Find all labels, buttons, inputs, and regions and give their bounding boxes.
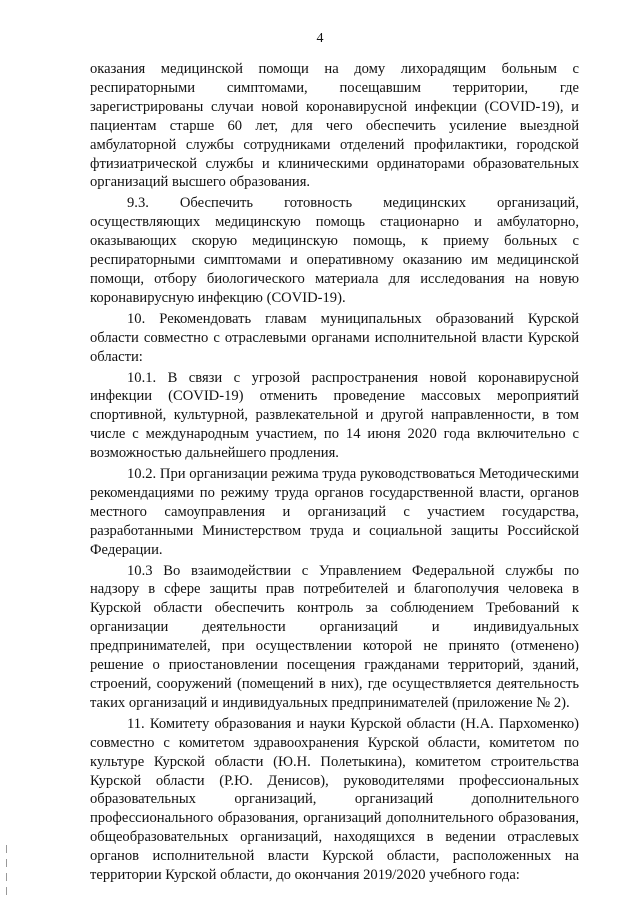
scan-edge-marks xyxy=(6,845,10,905)
paragraph-10-2: 10.2. При организации режима труда руководствоваться Методическими рекомендациями по режиму труда органов государственной власти, органов местного самоуправления и организаций с участием государства, разработанными Министерством труда и социальной защиты Российской Федерации. xyxy=(90,466,579,558)
paragraph-10-1: 10.1. В связи с угрозой распространения новой коронавирусной инфекции (COVID-19) отменить проведение массовых мероприятий спортивной, культурной, развлекательной и другой направленности, в том числе с международным участием, по 14 июня 2020 года включительно с возможностью дальнейшего продления. xyxy=(90,369,579,462)
scan-mark xyxy=(6,845,7,853)
paragraph-10-3: 10.3 Во взаимодействии с Управлением Федеральной службы по надзору в сфере защиты прав потребителей и благополучия человека в Курской области обеспечить контроль за соблюдением Требований к организации деятельности организаций и индивидуальных предпринимателей, при осуществлении которой не принято (отменено) решение о приостановлении посещения гражданами территорий, зданий, строений, сооружений (помещений в них), где осуществляется деятельность таких организаций и индивидуальных предпринимателей (приложение № 2). xyxy=(90,562,579,711)
paragraph-continuation: оказания медицинской помощи на дому лихорадящим больным с респираторными симптомами, посещавшим территории, где зарегистрированы случаи новой коронавирусной инфекции (COVID-19), и пациентам старше 60 лет, для чего обеспечить усиление выездной амбулаторной службы сотрудниками отделений профилактики, городской фтизиатрической службы и клиническими ординаторами образовательных организаций высшего образования. xyxy=(90,61,579,191)
paragraph-9-3: 9.3. Обеспечить готовность медицинских организаций, осуществляющих медицинскую помощь стационарно и амбулаторно, оказывающих скорую медицинскую помощь, к приему больных с респираторными симптомами и оперативному оказанию им медицинской помощи, отбору биологического материала для исследования на новую коронавирусную инфекцию (COVID-19). xyxy=(90,195,579,306)
scan-mark xyxy=(6,887,7,895)
paragraph-10: 10. Рекомендовать главам муниципальных образований Курской области совместно с отраслевыми органами исполнительной власти Курской области: xyxy=(90,310,579,365)
page-number: 4 xyxy=(316,31,324,46)
scan-mark xyxy=(6,859,7,867)
scan-mark xyxy=(6,873,7,881)
paragraph-11: 11. Комитету образования и науки Курской области (Н.А. Пархоменко) совместно с комитетом здравоохранения Курской области, комитетом по культуре Курской области (Ю.Н. Полетыкина), комитетом строительства Курской области (Р.Ю. Денисов), руководителями профессиональных образовательных организаций, организаций дополнительного профессионального образования, организаций дополнительного образования, общеобразовательных организаций, находящихся в ведении отраслевых органов исполнительной власти Курской области, расположенных на территории Курской области, до окончания 2019/2020 учебного года: xyxy=(90,715,579,884)
document-body xyxy=(90,60,579,885)
